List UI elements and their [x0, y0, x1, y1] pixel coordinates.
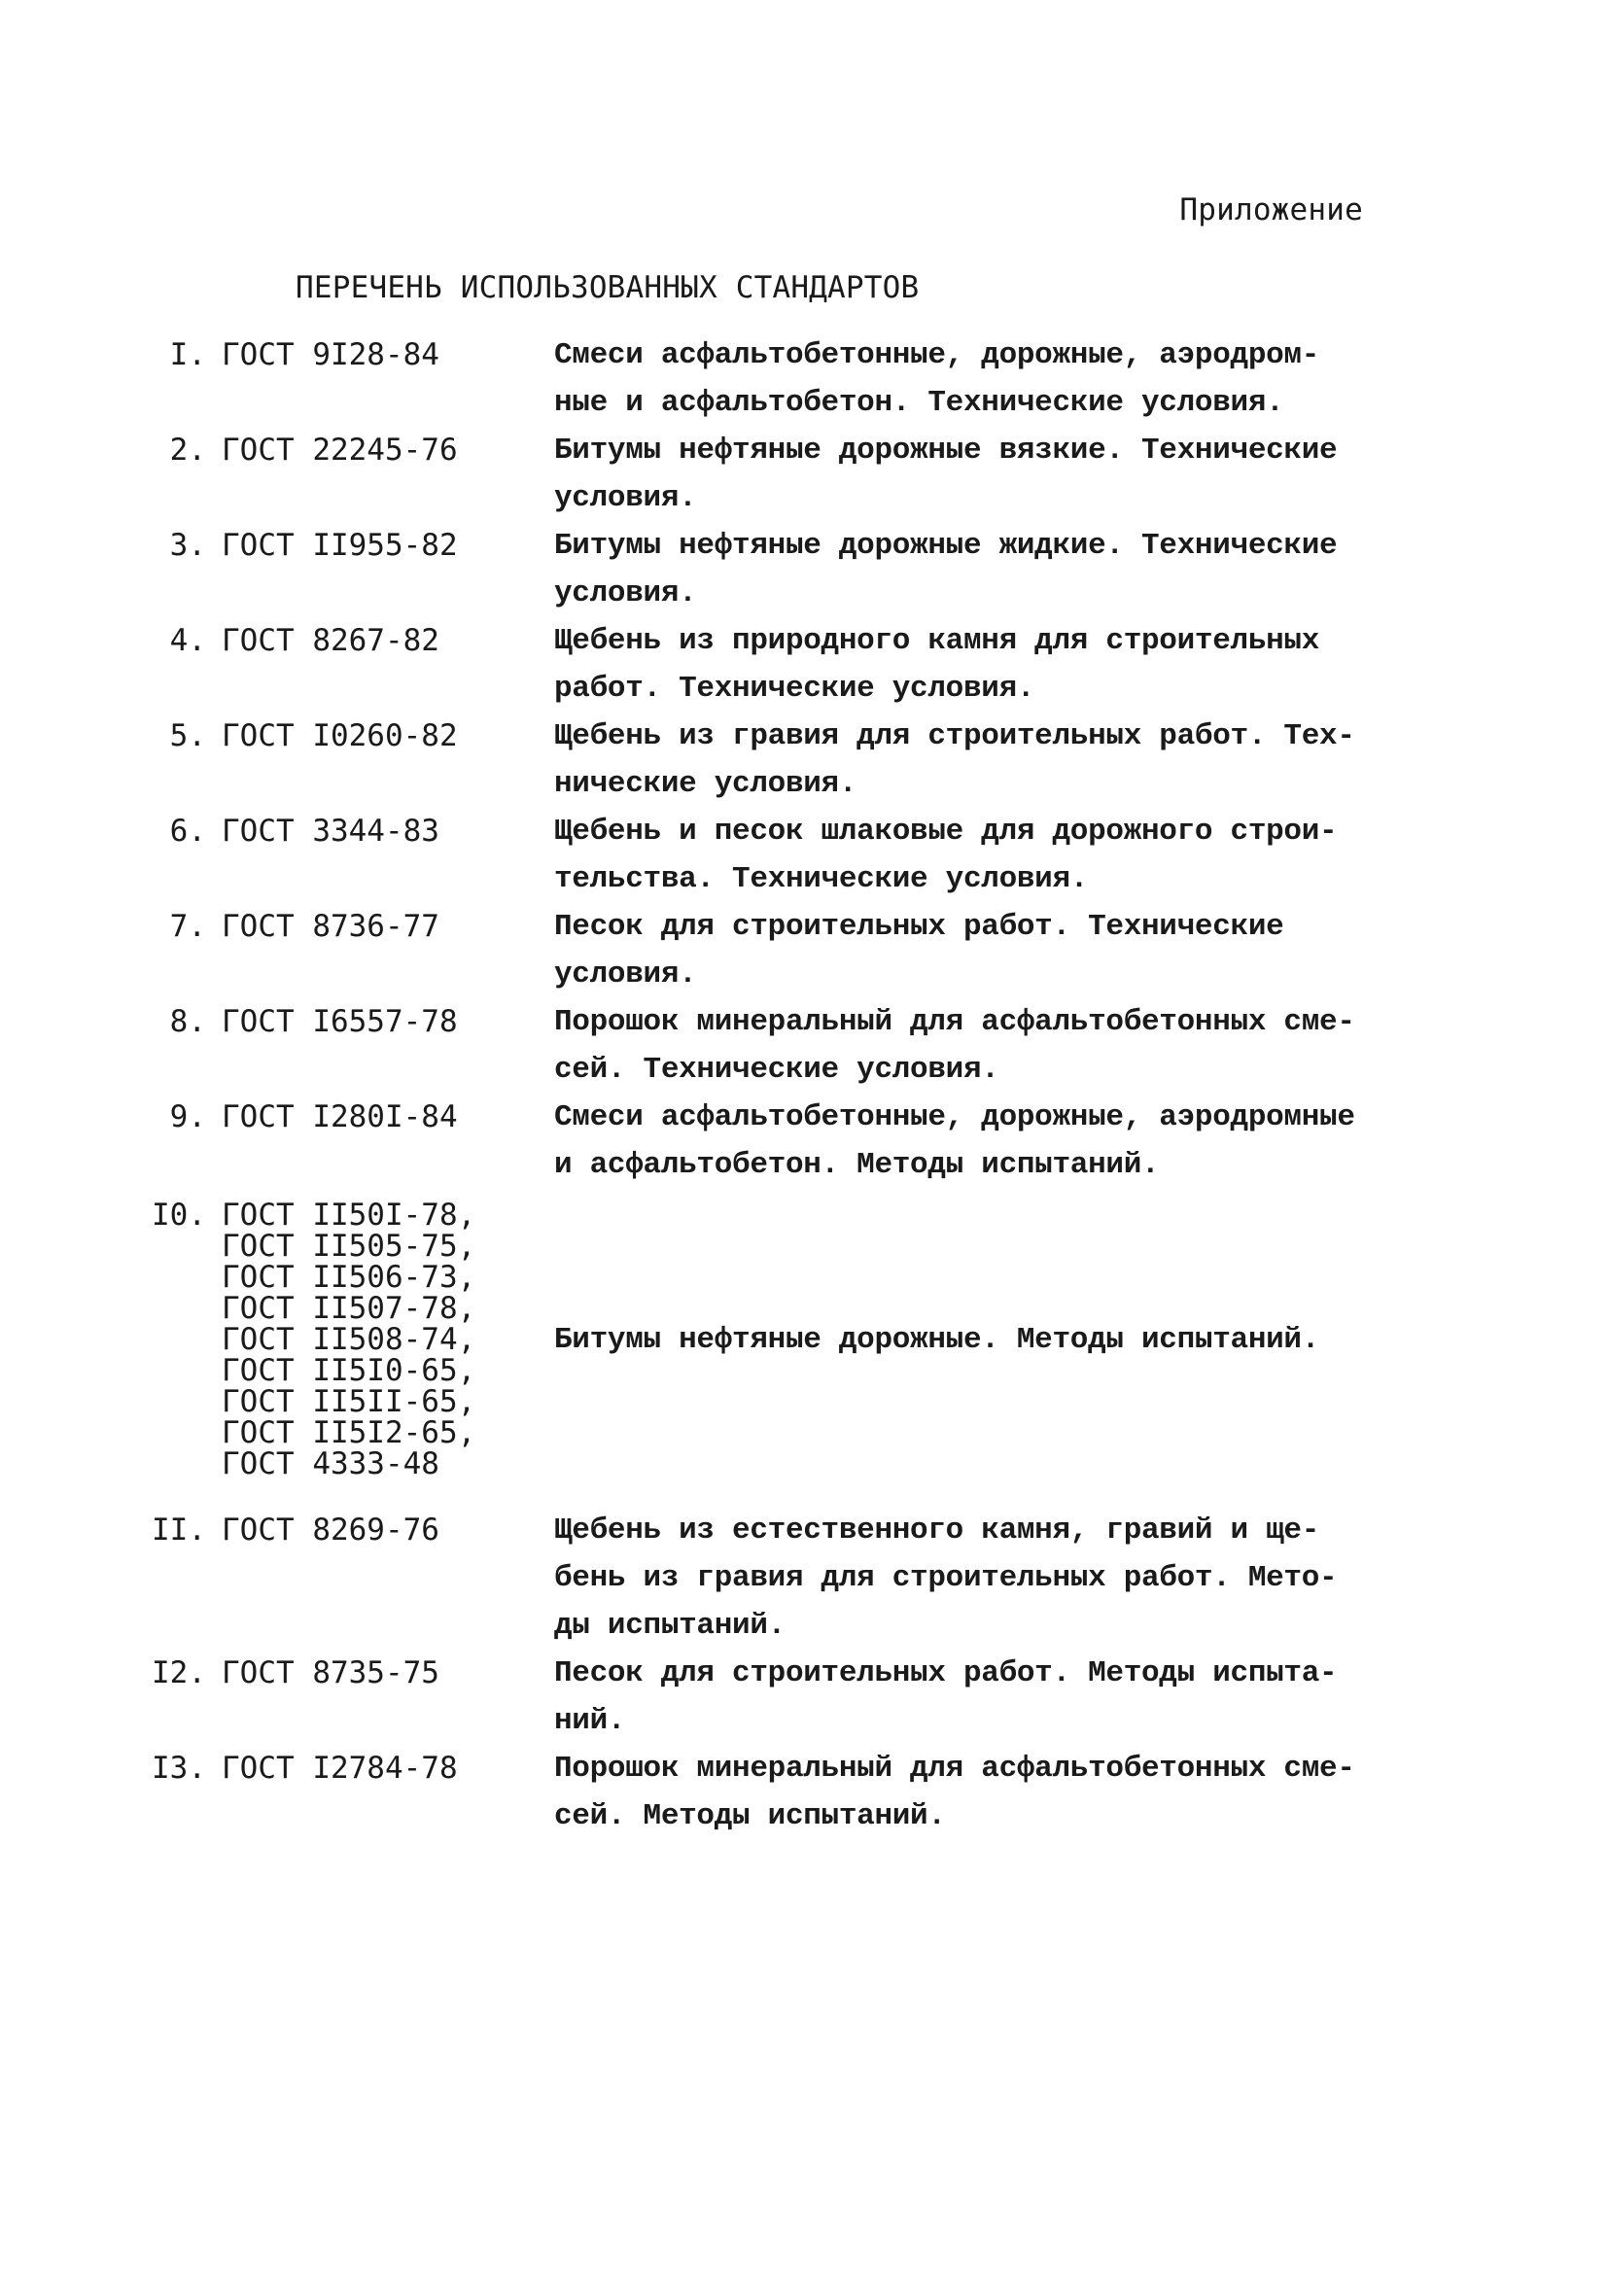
standard-codes	[222, 617, 554, 713]
description-line: сей. Технические условия.	[554, 1053, 999, 1087]
entry-number: I2.	[152, 1655, 206, 1690]
standard-description	[554, 1094, 1429, 1189]
standard-codes	[222, 998, 554, 1094]
description-line: Смеси асфальтобетонные, дорожные, аэродромные	[554, 1100, 1355, 1134]
standard-codes	[222, 808, 554, 903]
standard-entry	[146, 1507, 1458, 1650]
standard-codes	[222, 427, 554, 522]
entry-number: 8.	[169, 1004, 206, 1039]
standard-description	[554, 1192, 1429, 1507]
description-line: работ. Технические условия.	[554, 672, 1035, 706]
description-line: ды испытаний.	[554, 1609, 786, 1643]
appendix-label: Приложение	[1179, 192, 1363, 227]
entry-number: 4.	[169, 623, 206, 658]
standard-description	[554, 903, 1429, 998]
standard-code: ГОСТ I6557-78	[222, 1004, 458, 1039]
entry-number: I0.	[152, 1198, 206, 1233]
description-line: Щебень и песок шлаковые для дорожного строи-	[554, 815, 1338, 849]
standard-code: ГОСТ II5II-65,	[222, 1384, 476, 1419]
standard-entry	[146, 808, 1458, 903]
standard-codes	[222, 713, 554, 808]
description-line: Песок для строительных работ. Методы испыта-	[554, 1656, 1338, 1690]
standard-code: ГОСТ 4333-48	[222, 1446, 439, 1481]
standard-code: ГОСТ II506-73,	[222, 1260, 476, 1295]
standard-codes	[222, 903, 554, 998]
standard-entry	[146, 522, 1458, 617]
standard-entry	[146, 1745, 1458, 1840]
standard-code: ГОСТ II507-78,	[222, 1291, 476, 1326]
standard-entry	[146, 427, 1458, 522]
description-line: условия.	[554, 576, 697, 610]
standard-codes	[222, 1192, 554, 1507]
description-line: Щебень из естественного камня, гравий и ще-	[554, 1513, 1320, 1548]
standard-entry	[146, 903, 1458, 998]
standard-code: ГОСТ II508-74,	[222, 1322, 476, 1357]
standard-description	[554, 808, 1429, 903]
standard-description	[554, 522, 1429, 617]
standard-code: ГОСТ II5I2-65,	[222, 1415, 476, 1450]
description-line: Порошок минеральный для асфальтобетонных сме-	[554, 1752, 1355, 1786]
description-line: Щебень из гравия для строительных работ. Тех-	[554, 719, 1355, 753]
description-line: Щебень из природного камня для строительных	[554, 624, 1320, 658]
standard-code: ГОСТ II955-82	[222, 528, 458, 563]
description-line: сей. Методы испытаний.	[554, 1799, 946, 1833]
standard-codes	[222, 1094, 554, 1189]
description-line: Битумы нефтяные дорожные жидкие. Технические	[554, 529, 1338, 563]
standard-code: ГОСТ I2784-78	[222, 1751, 458, 1786]
standard-description	[554, 1745, 1429, 1840]
description-line: Битумы нефтяные дорожные. Методы испытаний.	[554, 1322, 1320, 1357]
standard-entry	[146, 713, 1458, 808]
standard-code: ГОСТ I280I-84	[222, 1099, 458, 1134]
standard-codes	[222, 1745, 554, 1840]
standard-code: ГОСТ I0260-82	[222, 718, 458, 753]
entry-number: 9.	[169, 1099, 206, 1134]
description-line: нические условия.	[554, 767, 857, 801]
standard-code: ГОСТ II505-75,	[222, 1229, 476, 1264]
standard-code: ГОСТ 8736-77	[222, 909, 439, 944]
description-line: Битумы нефтяные дорожные вязкие. Технические	[554, 434, 1338, 468]
description-line: условия.	[554, 481, 697, 515]
description-line: и асфальтобетон. Методы испытаний.	[554, 1148, 1160, 1182]
standard-description	[554, 427, 1429, 522]
entry-number: 6.	[169, 814, 206, 849]
description-line: тельства. Технические условия.	[554, 862, 1089, 896]
standard-codes	[222, 522, 554, 617]
description-line: Песок для строительных работ. Технические	[554, 910, 1284, 944]
standard-code: ГОСТ 3344-83	[222, 814, 439, 849]
standard-entry	[146, 1650, 1458, 1745]
description-line: Порошок минеральный для асфальтобетонных сме-	[554, 1005, 1355, 1039]
description-line: Смеси асфальтобетонные, дорожные, аэродром-	[554, 338, 1320, 372]
standard-code: ГОСТ 8267-82	[222, 623, 439, 658]
description-line: ний.	[554, 1704, 626, 1738]
entry-number: I3.	[152, 1751, 206, 1786]
entry-number: 7.	[169, 909, 206, 944]
standard-code: ГОСТ 22245-76	[222, 433, 458, 468]
description-line: условия.	[554, 957, 697, 991]
standard-code: ГОСТ 8269-76	[222, 1513, 439, 1548]
standard-code: ГОСТ II5I0-65,	[222, 1353, 476, 1388]
entry-number: II.	[152, 1513, 206, 1548]
standard-entry	[146, 1192, 1458, 1507]
standard-description	[554, 1650, 1429, 1745]
standard-codes	[222, 331, 554, 427]
standard-code: ГОСТ 8735-75	[222, 1655, 439, 1690]
standard-description	[554, 1507, 1429, 1650]
standard-description	[554, 713, 1429, 808]
standard-codes	[222, 1650, 554, 1745]
entry-number: I.	[169, 337, 206, 372]
standard-code: ГОСТ II50I-78,	[222, 1198, 476, 1233]
entry-number: 2.	[169, 433, 206, 468]
standard-entry	[146, 331, 1458, 427]
standard-description	[554, 617, 1429, 713]
entry-number: 5.	[169, 718, 206, 753]
standard-entry	[146, 1094, 1458, 1189]
standard-entry	[146, 617, 1458, 713]
entry-number: 3.	[169, 528, 206, 563]
standard-entry	[146, 998, 1458, 1094]
standards-list	[146, 331, 1458, 1840]
description-line: бень из гравия для строительных работ. Мето-	[554, 1561, 1338, 1595]
page-title: ПЕРЕЧЕНЬ ИСПОЛЬЗОВАННЫХ СТАНДАРТОВ	[296, 270, 920, 305]
standard-description	[554, 998, 1429, 1094]
description-line: ные и асфальтобетон. Технические условия.	[554, 386, 1284, 420]
standard-code: ГОСТ 9I28-84	[222, 337, 439, 372]
standard-codes	[222, 1507, 554, 1650]
standard-description	[554, 331, 1429, 427]
